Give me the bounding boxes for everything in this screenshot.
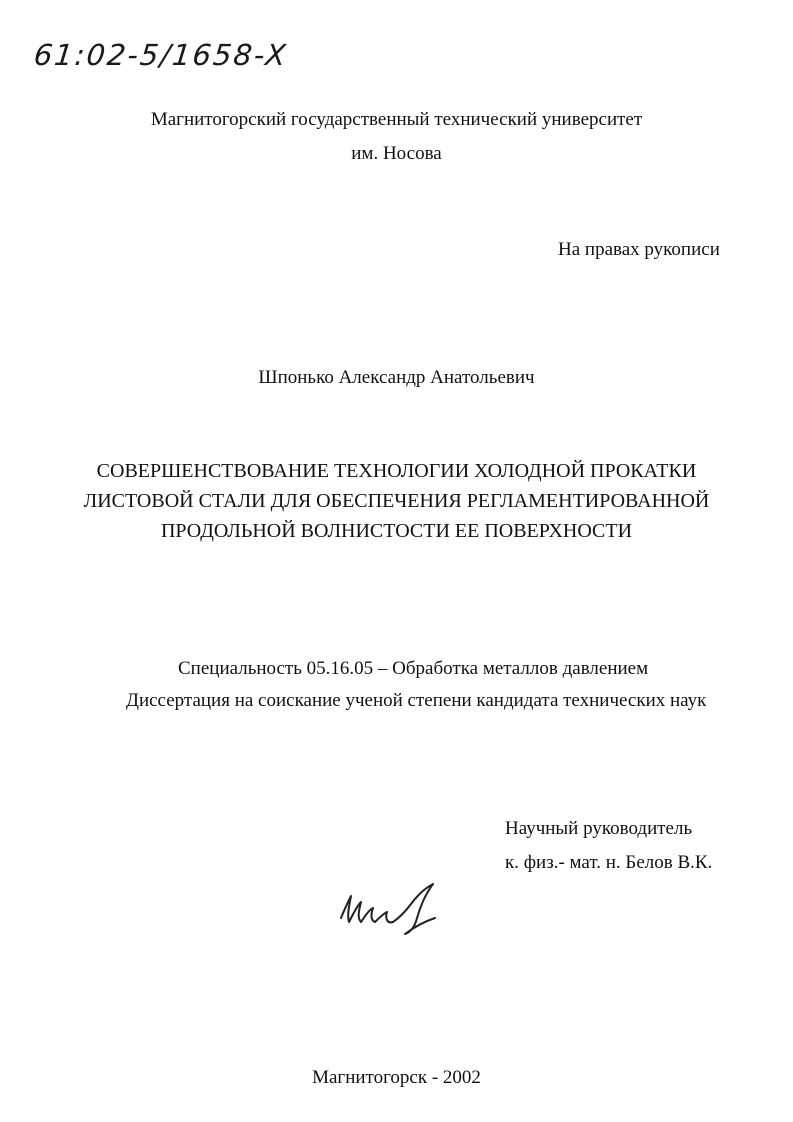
supervisor-label: Научный руководитель (505, 818, 693, 839)
supervisor-name: к. физ.- мат. н. Белов В.К. (505, 852, 713, 873)
university-named-after: им. Носова (351, 143, 442, 164)
footer-city-year: Магнитогорск - 2002 (312, 1067, 481, 1088)
dissertation-title (0, 456, 793, 546)
title-line: СОВЕРШЕНСТВОВАНИЕ ТЕХНОЛОГИИ ХОЛОДНОЙ ПРОКАТКИ (96, 460, 697, 482)
specialty: Специальность 05.16.05 – Обработка металлов давлением (178, 658, 649, 679)
university-name: Магнитогорский государственный технический университет (150, 109, 643, 130)
archive-code: 61:02-5/1658-X (32, 38, 290, 72)
rights-note: На правах рукописи (558, 239, 720, 260)
handwritten-signature (335, 878, 445, 940)
title-line: ПРОДОЛЬНОЙ ВОЛНИСТОСТИ ЕЕ ПОВЕРХНОСТИ (160, 520, 633, 542)
title-line: ЛИСТОВОЙ СТАЛИ ДЛЯ ОБЕСПЕЧЕНИЯ РЕГЛАМЕНТИРОВАННОЙ (83, 490, 710, 512)
dissertation-degree: Диссертация на соискание ученой степени кандидата технических наук (126, 690, 707, 711)
author-name: Шпонько Александр Анатольевич (258, 367, 535, 388)
